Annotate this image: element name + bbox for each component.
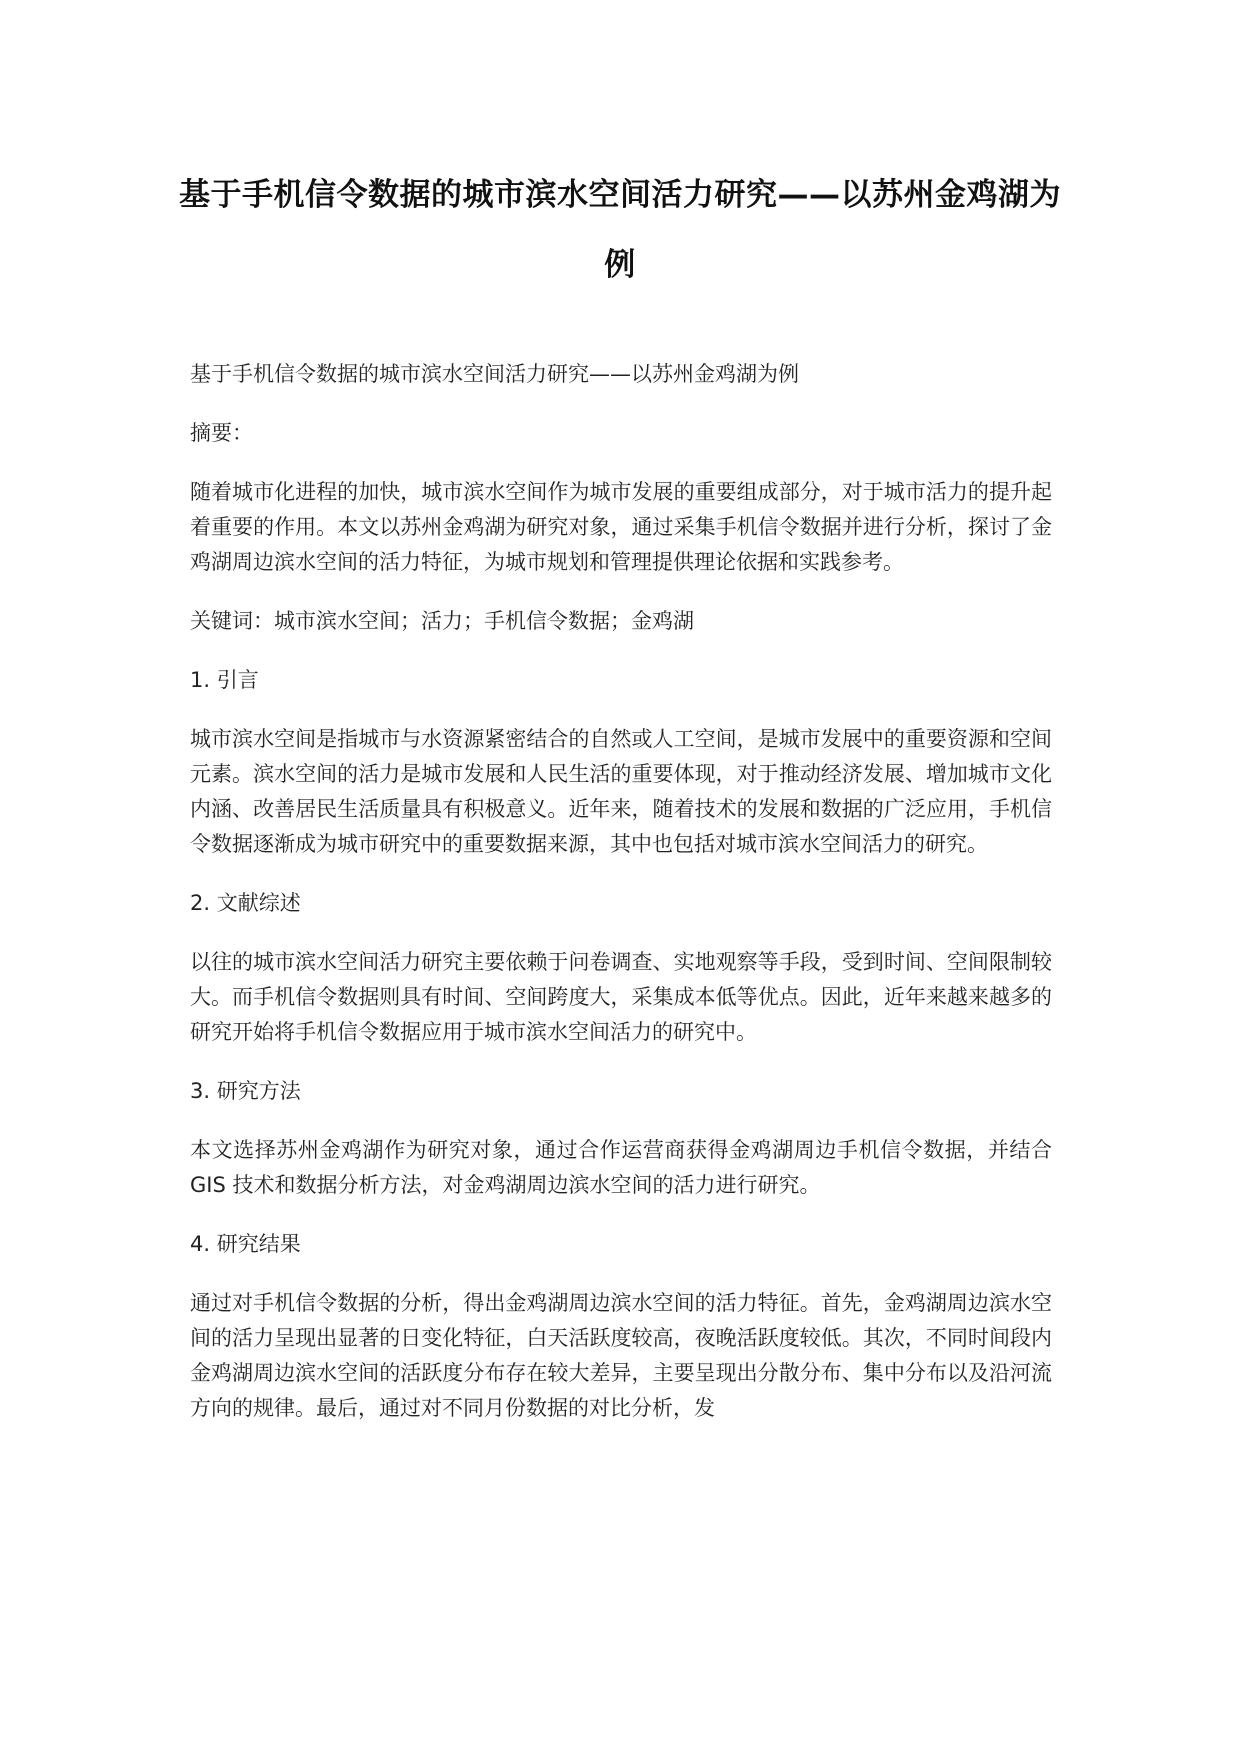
- section-paragraph: 以往的城市滨水空间活力研究主要依赖于问卷调查、实地观察等手段，受到时间、空间限制较大。而手机信令数据则具有时间、空间跨度大，采集成本低等优点。因此，近年来越来越多的研究开始将手机信令数据应用于城市滨水空间活力的研究中。: [190, 950, 1052, 1044]
- section-paragraph: 通过对手机信令数据的分析，得出金鸡湖周边滨水空间的活力特征。首先，金鸡湖周边滨水空间的活力呈现出显著的日变化特征，白天活跃度较高，夜晚活跃度较低。其次，不同时间段内金鸡湖周边滨水空间的活跃度分布存在较大差异，主要呈现出分散分布、集中分布以及沿河流方向的规律。最后，通过对不同月份数据的对比分析，发: [190, 1291, 1052, 1420]
- section-heading: 3. 研究方法: [190, 1079, 301, 1103]
- section-paragraph: 城市滨水空间是指城市与水资源紧密结合的自然或人工空间，是城市发展中的重要资源和空间元素。滨水空间的活力是城市发展和人民生活的重要体现，对于推动经济发展、增加城市文化内涵、改善居民生活质量具有积极意义。近年来，随着技术的发展和数据的广泛应用，手机信令数据逐渐成为城市研究中的重要数据来源，其中也包括对城市滨水空间活力的研究。: [190, 727, 1052, 856]
- abstract-label: 摘要：: [190, 421, 253, 445]
- document-body: [190, 357, 1052, 1450]
- section-heading: 1. 引言: [190, 668, 259, 692]
- document-title: 基于手机信令数据的城市滨水空间活力研究——以苏州金鸡湖为例: [179, 177, 1061, 283]
- section-heading: 4. 研究结果: [190, 1232, 301, 1256]
- section-heading: 2. 文献综述: [190, 891, 301, 915]
- section-paragraph: 本文选择苏州金鸡湖作为研究对象，通过合作运营商获得金鸡湖周边手机信令数据，并结合 GIS 技术和数据分析方法，对金鸡湖周边滨水空间的活力进行研究。: [190, 1138, 1052, 1197]
- subtitle-line: 基于手机信令数据的城市滨水空间活力研究——以苏州金鸡湖为例: [190, 362, 799, 386]
- keywords-line: 关键词：城市滨水空间；活力；手机信令数据；金鸡湖: [190, 609, 694, 633]
- abstract-paragraph: 随着城市化进程的加快，城市滨水空间作为城市发展的重要组成部分，对于城市活力的提升起着重要的作用。本文以苏州金鸡湖为研究对象，通过采集手机信令数据并进行分析，探讨了金鸡湖周边滨水空间的活力特征，为城市规划和管理提供理论依据和实践参考。: [190, 480, 1052, 574]
